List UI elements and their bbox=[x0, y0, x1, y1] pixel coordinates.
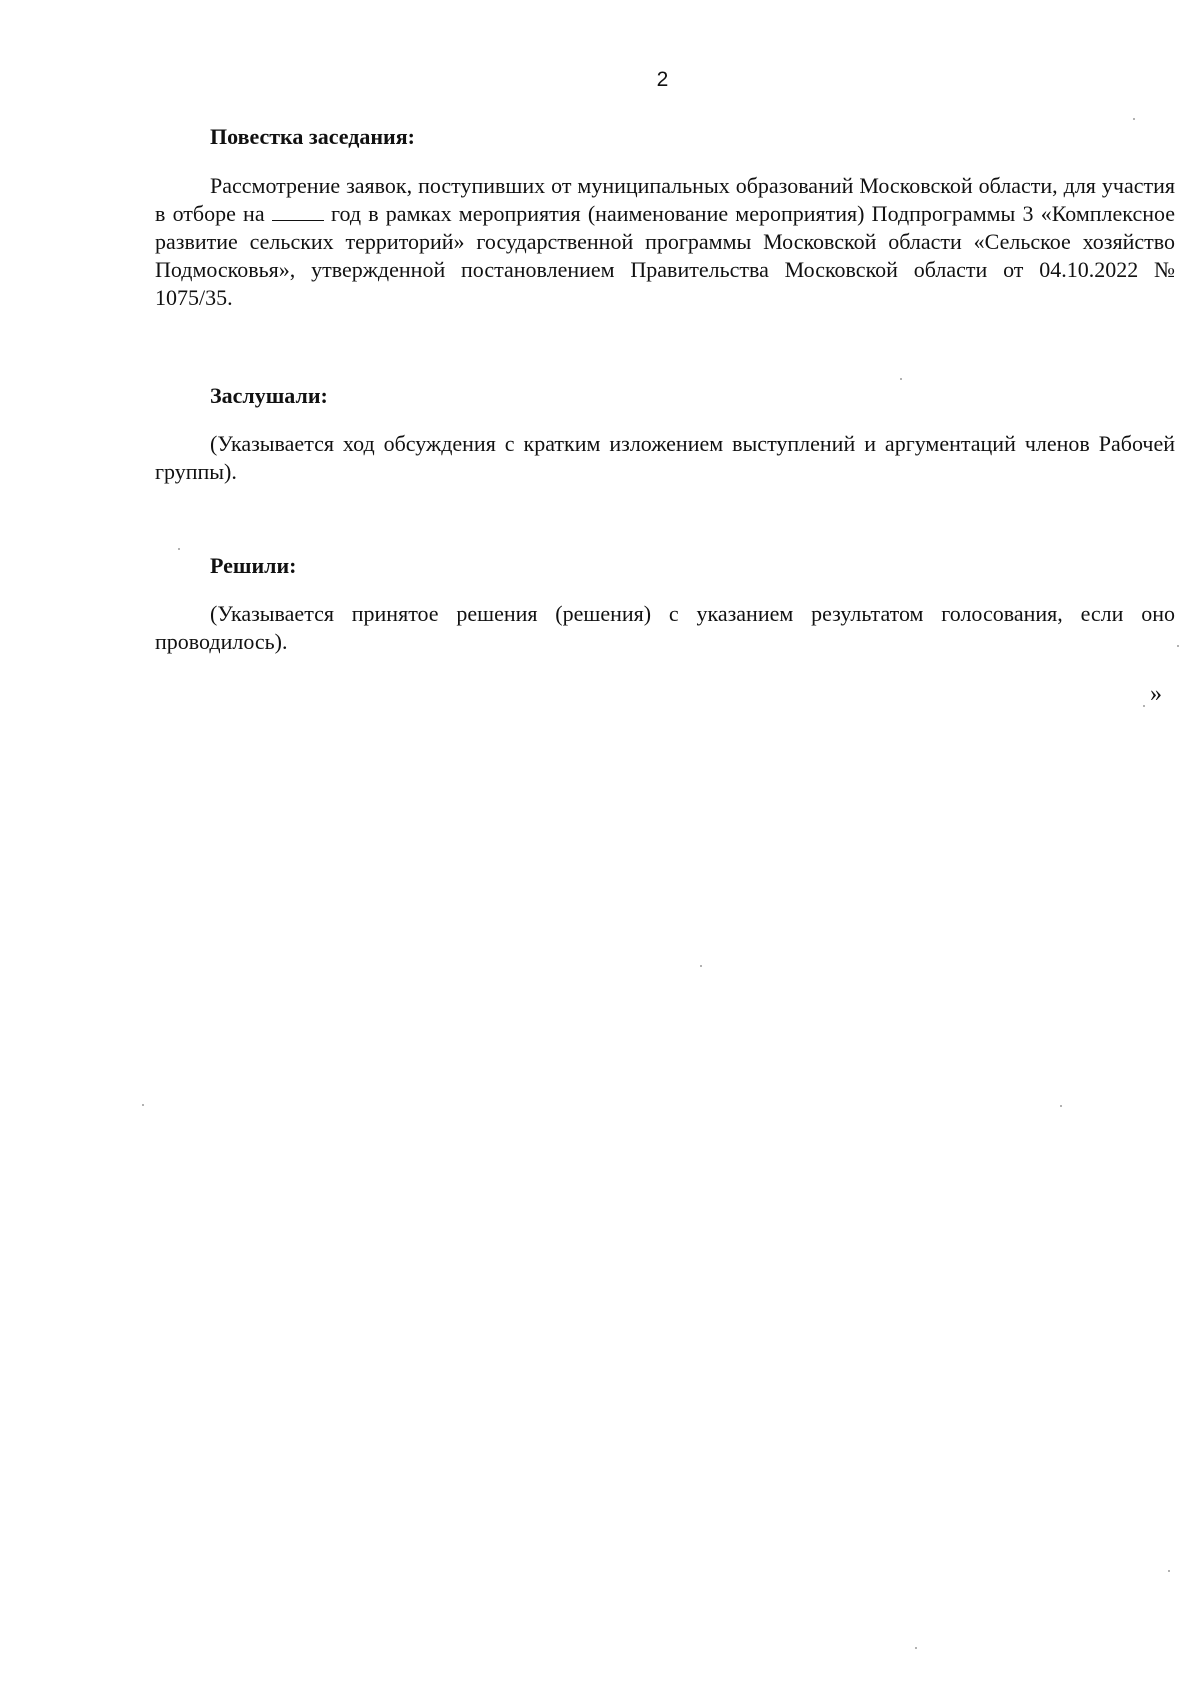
decided-paragraph-block bbox=[155, 600, 1175, 656]
heard-heading: Заслушали: bbox=[210, 383, 328, 408]
scan-speck bbox=[700, 965, 702, 967]
scan-speck bbox=[1168, 1570, 1170, 1572]
page-number: 2 bbox=[656, 68, 669, 91]
scan-speck bbox=[900, 378, 902, 380]
scan-speck bbox=[915, 1647, 917, 1649]
scan-speck bbox=[178, 548, 180, 550]
agenda-paragraph bbox=[155, 172, 1175, 312]
scan-speck bbox=[142, 1104, 144, 1106]
scan-speck bbox=[1143, 705, 1145, 707]
scan-speck bbox=[1060, 1105, 1062, 1107]
decided-section-heading-block bbox=[155, 552, 1175, 580]
heard-paragraph: (Указывается ход обсуждения с кратким изложением выступлений и аргументаций членов Рабочей группы). bbox=[155, 431, 1175, 484]
agenda-text-part2: год в рамках мероприятия (наименование мероприятия) Подпрограммы 3 «Комплексное развитие сельских территорий» государственной программы Московской области «Сельское хозяйство Подмосковья», утвержденной постановлением Правительства Московской области от 04.10.2022 № 1075/35. bbox=[155, 201, 1176, 310]
scan-speck bbox=[1177, 645, 1179, 647]
heard-section-heading-block bbox=[155, 382, 1175, 410]
scan-speck bbox=[1133, 118, 1135, 120]
decided-heading: Решили: bbox=[210, 553, 297, 578]
agenda-paragraph-block bbox=[155, 172, 1175, 312]
agenda-section-heading-block bbox=[155, 123, 1175, 151]
agenda-text-part1: Рассмотрение заявок, поступивших от муниципальных образований Московской области, для участия в отборе на bbox=[155, 173, 1175, 226]
closing-quote-mark: » bbox=[1150, 681, 1162, 707]
agenda-heading: Повестка заседания: bbox=[210, 124, 415, 149]
year-blank-field bbox=[272, 202, 324, 221]
heard-paragraph-block bbox=[155, 430, 1175, 486]
decided-paragraph: (Указывается принятое решения (решения) с указанием результатом голосования, если оно проводилось). bbox=[155, 601, 1175, 654]
